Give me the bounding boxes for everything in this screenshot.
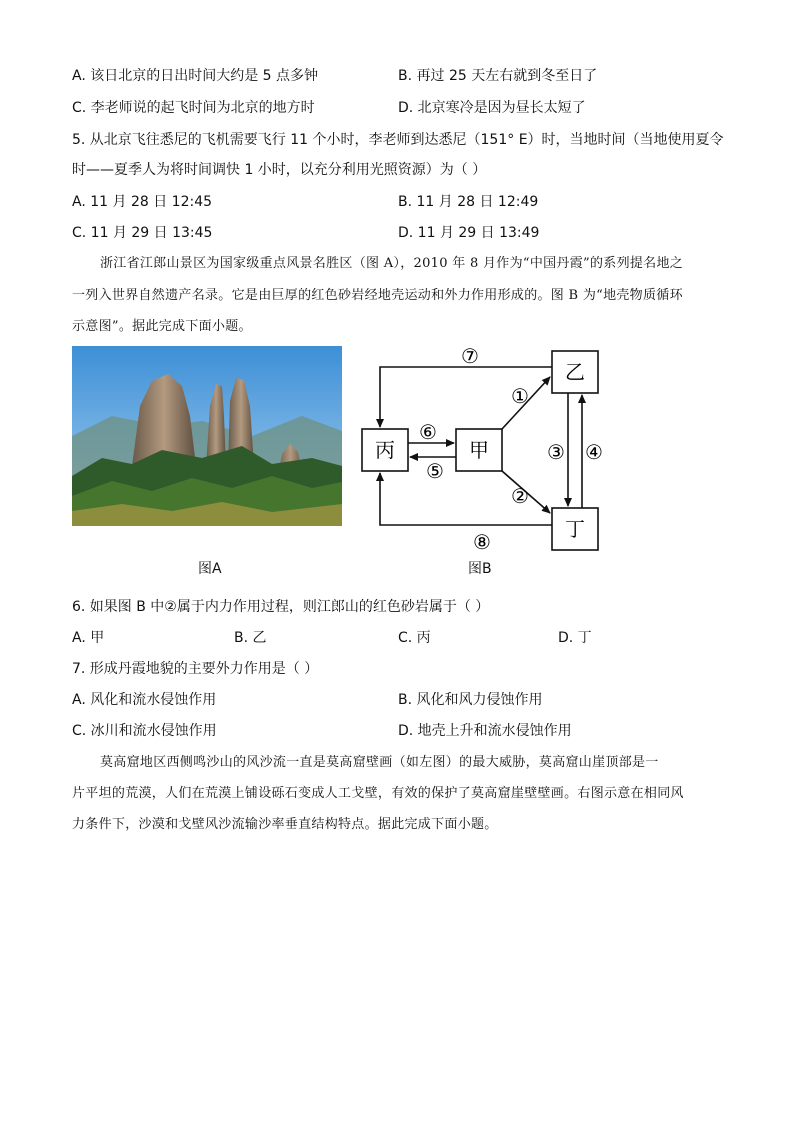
q5-option-d: D. 11 月 29 日 13:49 bbox=[398, 225, 540, 241]
q4-option-d: D. 北京寒冷是因为昼长太短了 bbox=[398, 100, 586, 116]
passage2-line2: 片平坦的荒漠，人们在荒漠上铺设砾石变成人工戈壁，有效的保护了莫高窟崖壁壁画。右图示意在相同风 bbox=[72, 786, 684, 801]
q7-option-d: D. 地壳上升和流水侵蚀作用 bbox=[398, 723, 572, 739]
q5-option-a: A. 11 月 28 日 12:45 bbox=[72, 194, 213, 210]
label-8: ⑧ bbox=[473, 530, 491, 553]
passage2-line1: 莫高窟地区西侧鸣沙山的风沙流一直是莫高窟壁画（如左图）的最大威胁，莫高窟山崖顶部是一 bbox=[100, 755, 659, 770]
figure-b-diagram bbox=[358, 343, 608, 553]
q4-option-a: A. 该日北京的日出时间大约是 5 点多钟 bbox=[72, 68, 319, 84]
label-6: ⑥ bbox=[419, 420, 437, 444]
figure-b-caption: 图B bbox=[468, 561, 492, 577]
label-7: ⑦ bbox=[461, 344, 479, 368]
figure-a-photo bbox=[72, 346, 342, 526]
box-jia-label: 甲 bbox=[469, 438, 489, 462]
mountain-photo-image bbox=[72, 346, 342, 526]
q6-option-a: A. 甲 bbox=[72, 630, 105, 646]
passage1-line3: 示意图”。据此完成下面小题。 bbox=[72, 319, 252, 334]
crust-cycle-diagram-svg bbox=[358, 343, 608, 553]
q5-stem-line2: 时——夏季人为将时间调快 1 小时，以充分利用光照资源）为（ ） bbox=[72, 162, 487, 178]
passage2-line3: 力条件下，沙漠和戈壁风沙流输沙率垂直结构特点。据此完成下面小题。 bbox=[72, 817, 498, 832]
q7-option-b: B. 风化和风力侵蚀作用 bbox=[398, 692, 543, 708]
q6-option-d: D. 丁 bbox=[558, 630, 592, 646]
label-5: ⑤ bbox=[426, 459, 444, 483]
box-ding-label: 丁 bbox=[565, 517, 585, 541]
label-1: ① bbox=[511, 384, 529, 408]
q4-option-c: C. 李老师说的起飞时间为北京的地方时 bbox=[72, 100, 315, 116]
q5-option-b: B. 11 月 28 日 12:49 bbox=[398, 194, 539, 210]
q7-option-a: A. 风化和流水侵蚀作用 bbox=[72, 692, 217, 708]
q5-option-c: C. 11 月 29 日 13:45 bbox=[72, 225, 213, 241]
box-bing-label: 丙 bbox=[375, 438, 395, 462]
q6-option-b: B. 乙 bbox=[234, 630, 267, 646]
passage1-line2: 一列入世界自然遗产名录。它是由巨厚的红色砂岩经地壳运动和外力作用形成的。图 B 为“地壳物质循环 bbox=[72, 288, 683, 303]
label-3: ③ bbox=[547, 440, 565, 464]
box-yi-label: 乙 bbox=[565, 360, 585, 384]
q7-stem: 7. 形成丹霞地貌的主要外力作用是（ ） bbox=[72, 661, 319, 677]
q5-stem-line1: 5. 从北京飞往悉尼的飞机需要飞行 11 个小时，李老师到达悉尼（151° E）时，当地时间（当地使用夏令 bbox=[72, 132, 724, 148]
figure-a-caption: 图A bbox=[198, 561, 222, 577]
q4-option-b: B. 再过 25 天左右就到冬至日了 bbox=[398, 68, 598, 84]
q6-option-c: C. 丙 bbox=[398, 630, 431, 646]
label-4: ④ bbox=[585, 440, 603, 464]
q6-stem: 6. 如果图 B 中②属于内力作用过程，则江郎山的红色砂岩属于（ ） bbox=[72, 599, 490, 615]
passage1-line1: 浙江省江郎山景区为国家级重点风景名胜区（图 A），2010 年 8 月作为“中国丹霞”的系列提名地之 bbox=[100, 256, 684, 271]
label-2: ② bbox=[511, 484, 529, 508]
q7-option-c: C. 冰川和流水侵蚀作用 bbox=[72, 723, 217, 739]
